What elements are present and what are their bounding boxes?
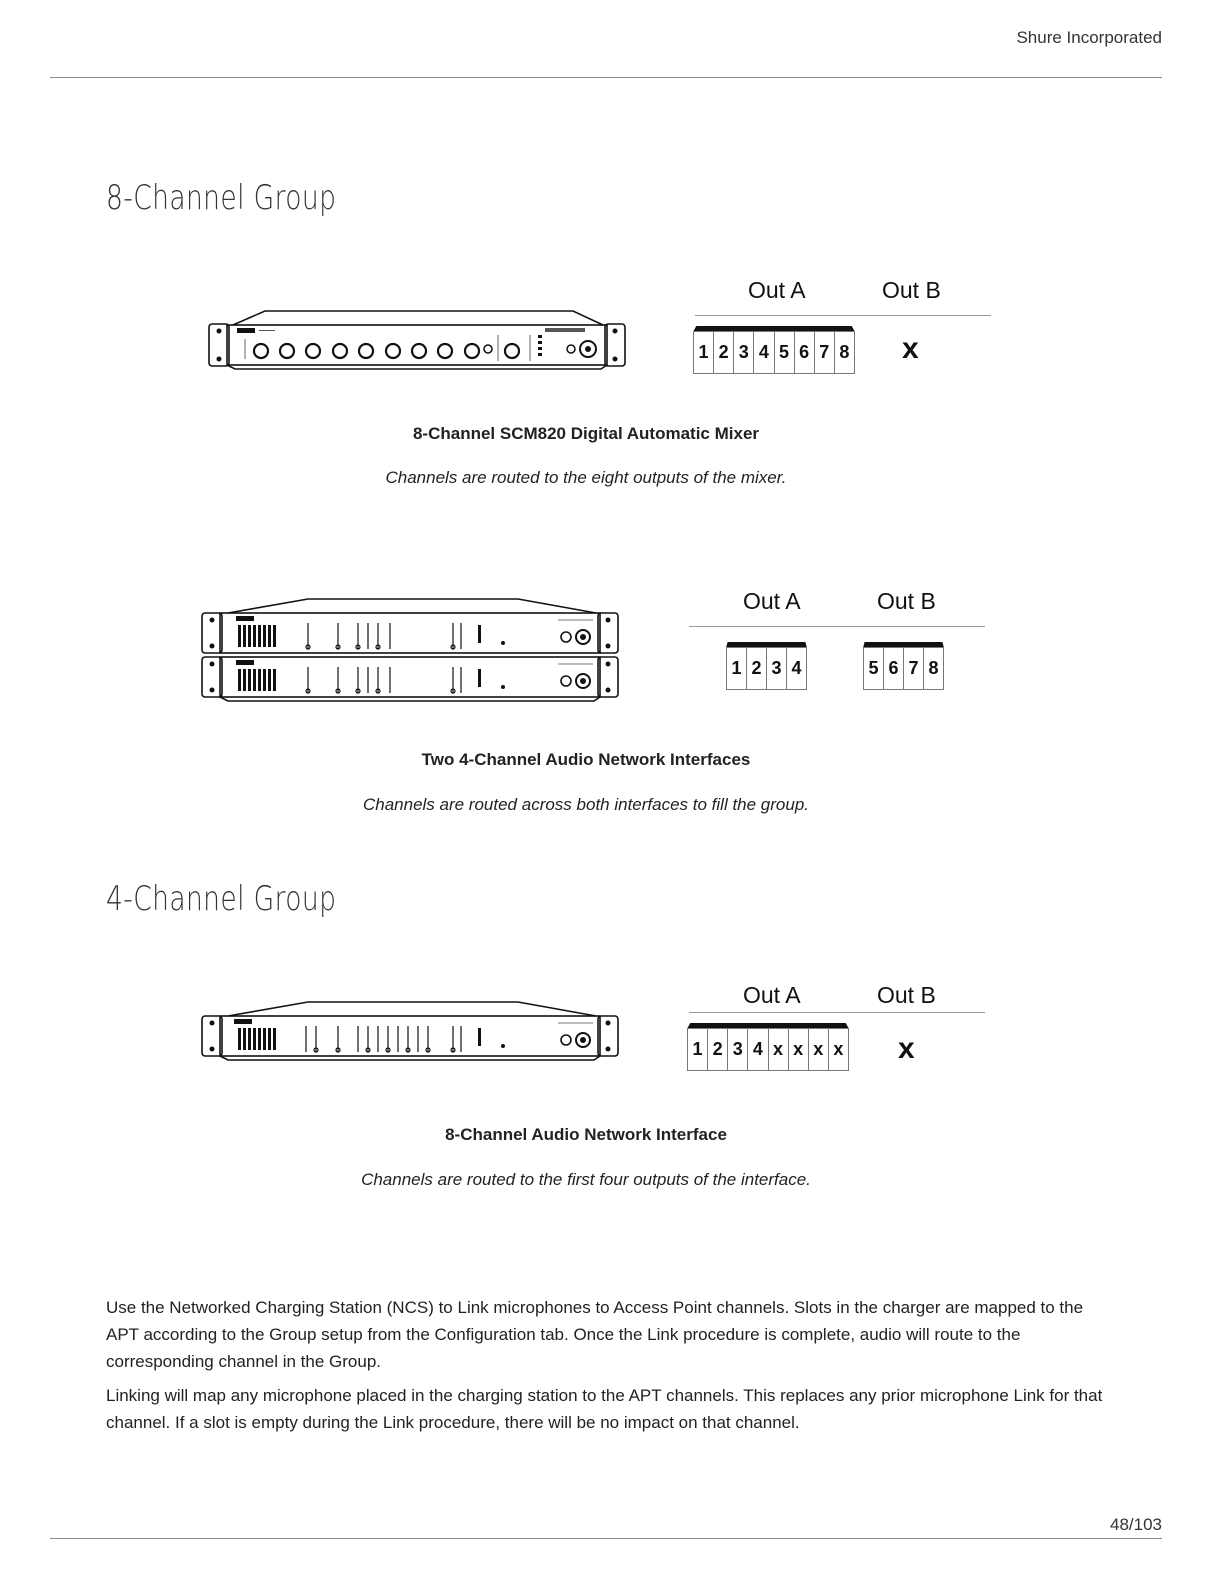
channel-cell: 7 xyxy=(904,648,924,689)
channel-cell: 6 xyxy=(795,332,815,373)
audio-network-interface-illustration xyxy=(198,998,623,1064)
channel-cell: 4 xyxy=(748,1029,768,1070)
channel-cell: 6 xyxy=(884,648,904,689)
figure-note-scm820: Channels are routed to the eight outputs of the mixer. xyxy=(385,468,787,487)
channel-block-out-a xyxy=(726,642,807,690)
routing-diagram-8-channel-interface xyxy=(685,980,990,1075)
stacked-audio-network-interfaces-illustration xyxy=(198,595,623,705)
figure-note-two-interfaces: Channels are routed across both interfaces to fill the group. xyxy=(362,795,810,814)
channel-block-out-a xyxy=(693,326,855,374)
channel-block-out-a xyxy=(687,1023,849,1071)
routing-rule xyxy=(689,626,985,627)
channel-cell: 5 xyxy=(864,648,884,689)
out-b-label: Out B xyxy=(877,588,936,614)
out-b-unused-mark: x xyxy=(902,332,919,365)
channel-cell: 7 xyxy=(815,332,835,373)
channel-cell: 5 xyxy=(775,332,795,373)
channel-cell: 4 xyxy=(754,332,774,373)
header-rule xyxy=(50,77,1162,78)
body-paragraph-2: Linking will map any microphone placed in the charging station to the APT channels. This replaces any prior microphone Link for that channel. If a slot is empty during the Link procedure, there will be no impact on that channel. xyxy=(106,1386,1103,1432)
channel-cell: 8 xyxy=(839,342,850,362)
scm820-mixer-illustration xyxy=(205,305,630,375)
header-company-name: Shure Incorporated xyxy=(1016,28,1162,47)
channel-cell: 8 xyxy=(928,658,939,678)
channel-cell: 3 xyxy=(734,332,754,373)
page-number: 48/103 xyxy=(1110,1515,1162,1534)
out-b-label: Out B xyxy=(882,277,941,303)
channel-cell: x xyxy=(769,1029,789,1070)
section-heading-4-channel: 4-Channel Group xyxy=(106,879,337,919)
channel-cell: 1 xyxy=(694,332,714,373)
routing-diagram-two-interfaces xyxy=(685,586,990,696)
channel-cell: 1 xyxy=(688,1029,708,1070)
figure-title-scm820: 8-Channel SCM820 Digital Automatic Mixer xyxy=(412,424,760,443)
channel-cell: 1 xyxy=(727,648,747,689)
channel-block-out-b xyxy=(863,642,944,690)
out-b-label: Out B xyxy=(877,982,936,1008)
channel-cell: 2 xyxy=(714,332,734,373)
figure-note-8-channel-interface: Channels are routed to the first four outputs of the interface. xyxy=(361,1170,811,1189)
body-paragraph-1: Use the Networked Charging Station (NCS) to Link microphones to Access Point channels. Slots in the charger are mapped to the APT according to the Group setup from the Configuration tab. Once the Link procedure is complete, audio will route to the corresponding channel in the Group. xyxy=(106,1298,1084,1371)
out-a-label: Out A xyxy=(743,588,801,614)
channel-cell: 3 xyxy=(728,1029,748,1070)
footer-rule xyxy=(50,1538,1162,1539)
out-a-label: Out A xyxy=(748,277,806,303)
figure-title-two-interfaces: Two 4-Channel Audio Network Interfaces xyxy=(421,750,751,769)
section-heading-8-channel: 8-Channel Group xyxy=(106,178,337,218)
out-a-label: Out A xyxy=(743,982,801,1008)
channel-cell: 2 xyxy=(708,1029,728,1070)
channel-cell: 2 xyxy=(747,648,767,689)
channel-cell: x xyxy=(789,1029,809,1070)
channel-cell: 4 xyxy=(791,658,802,678)
channel-cell: x xyxy=(833,1039,844,1059)
out-b-unused-mark: x xyxy=(898,1032,915,1065)
channel-cell: x xyxy=(809,1029,829,1070)
routing-diagram-scm820 xyxy=(690,275,990,375)
routing-rule xyxy=(695,315,991,316)
channel-cell: 3 xyxy=(767,648,787,689)
routing-rule xyxy=(689,1012,985,1013)
figure-title-8-channel-interface: 8-Channel Audio Network Interface xyxy=(445,1125,727,1144)
